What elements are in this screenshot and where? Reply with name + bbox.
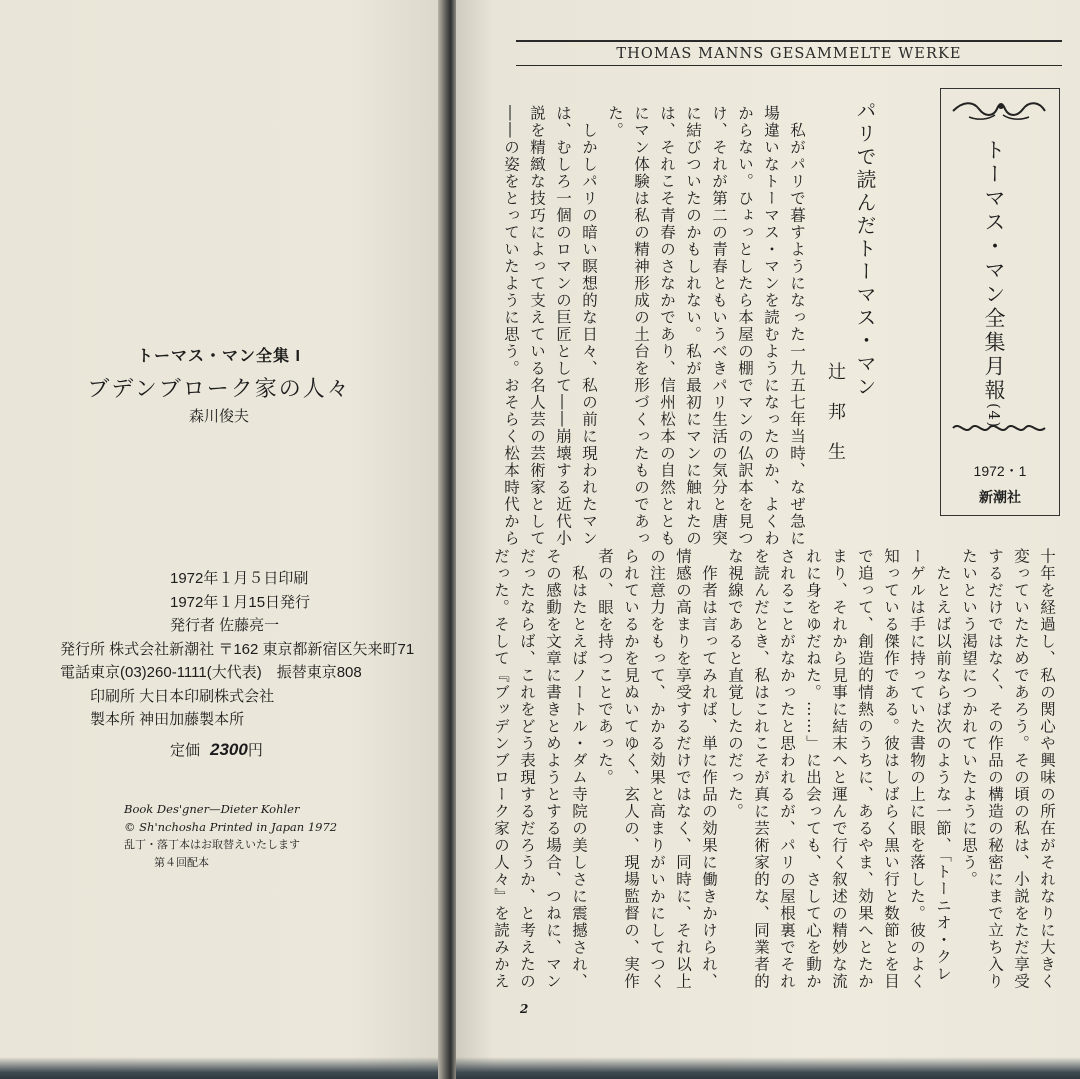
text-line: 場違いなトーマス・マンを読むようになったのか、よくわ [762,105,780,547]
colophon [60,567,415,762]
publish-date: 1972年１月15日発行 [170,593,311,611]
text-line: まり、それから見事に結末へと運んで行く叙述の精妙な流 [830,548,848,990]
text-line: されることがなかったと思われるが、パリの屋根裏でそれ [778,548,796,990]
text-line: 情感の高まりを享受するだけではなく、同時に、それ以上 [674,548,692,990]
author-name: 辻邦生 [825,362,846,482]
text-line: 私はたとえばノートル・ダム寺院の美しさに震撼され、 [570,548,588,990]
book-title-block [0,343,438,426]
text-line: の注意力をもって、かかる効果と高まりがいかにしてつく [648,548,666,990]
credits [124,800,337,872]
text-line: な視線であると直覚したのだった。 [726,548,744,820]
text-line: 知っている傑作である。彼はしばらく黒い行と数節とを目 [882,548,900,990]
price-value: 2300 [210,739,248,759]
text-line: られているかを見ぬいてゆく、玄人の、現場監督の、実作 [622,548,640,990]
masthead-title: トーマス・マン全集月報 [982,139,1006,403]
volume-order: 第４回配本 [154,857,209,869]
article-title-column [850,100,880,520]
text-line: その感動を文章に書きとめようとする場合、つねに、マン [544,548,562,990]
publisher-phone: 電話東京(03)260-1111(大代表) 振替東京808 [60,664,362,681]
text-line: 作者は言ってみれば、単に作品の効果に働きかけられ、 [700,548,718,990]
designer-credit: Book Des'gner—Dieter Kohler [124,802,300,816]
cover-edge [0,1057,438,1079]
author-column [822,362,848,482]
text-line: た。 [606,105,624,139]
book-gutter [438,0,456,1079]
bulletin-masthead [940,88,1060,516]
text-line: 者の、眼を持つことであった。 [596,548,614,786]
text-line: 私がパリで暮すようになった一九五七年当時、なぜ急に [788,105,806,547]
text-line: ーゲルは手に持っていた書物の上に眼を落した。彼のよく [908,548,926,990]
text-line: を読んだとき、私はこれこそが真に芸術家的な、同業者的 [752,548,770,990]
price-unit: 円 [247,741,263,759]
article-body-upper [498,105,810,547]
text-line: 十年を経過し、私の関心や興味の所在がそれなりに大きく [1038,548,1056,990]
copyright: © Sh'nchosha Printed in Japan 1972 [124,820,338,834]
publisher-address: 発行所 株式会社新潮社 〒162 東京都新宿区矢来町71 [60,640,415,658]
text-line: れに身をゆだねた。……」に出会っても、さして心を動か [804,548,822,990]
text-line: 変っていたためであろう。その頃の私は、小説をただ享受 [1012,548,1030,990]
text-line: に結びついたのかもしれない。私が最初にマンに触れたの [684,105,702,547]
article-body-lower [488,548,1060,990]
issue-number: (4) [985,403,1003,429]
translator-name: 森川俊夫 [188,408,249,425]
text-line: だったならば、これをどう表現するだろうか、と考えたの [518,548,536,990]
binder: 製本所 神田加藤製本所 [90,711,245,728]
text-line: にマン体験は私の精神形成の土台を形づくったものであっ [632,105,650,547]
running-head: THOMAS MANNS GESAMMELTE WERKE [516,40,1062,66]
text-line: け、それが第二の青春ともいうべきパリ生活の気分と唐突 [710,105,728,547]
printer: 印刷所 大日本印刷株式会社 [90,687,275,705]
page-number: 2 [520,1002,529,1016]
text-line: は、それこそ青春のさなかであり、信州松本の自然ととも [658,105,676,547]
text-line: は、むしろ一個のロマンの巨匠として――崩壊する近代小 [554,105,572,547]
text-line: で追って、創造的情熱のうちに、あるやま、効果へとたか [856,548,874,990]
text-line: たいという渇望につかれていたように思う。 [960,548,978,888]
text-line: するだけではなく、その作品の構造の秘密にまで立ち入り [986,548,1004,990]
article-title: パリで読んだトーマス・マン [853,100,877,399]
publisher-person: 発行者 佐藤亮一 [170,617,280,634]
price-line [60,738,390,763]
text-line: からない。ひょっとしたら本屋の棚でマンの仏訳本を見つ [736,105,754,547]
ornament-top-icon [949,97,1049,123]
text-line: ――の姿をとっていたように思う。おそらく松本時代から [502,105,520,547]
book-title: ブデンブローク家の人々 [87,377,351,402]
price-label: 定価 [170,741,201,759]
cover-edge [456,1057,1080,1079]
replacement-notice: 乱丁・落丁本はお取替えいたします [124,839,300,851]
text-line: 説を精緻な技巧によって支えている名人芸の芸術家として [528,105,546,547]
text-line: しかしパリの暗い瞑想的な日々、私の前に現われたマン [580,105,598,547]
series-title: トーマス・マン全集 I [137,348,301,365]
masthead-title-column [979,139,1009,429]
print-date: 1972年１月５日印刷 [170,570,309,587]
text-line: だった。そして『ブッデンブローク家の人々』を読みかえ [492,548,510,990]
masthead-publisher: 新潮社 [979,489,1021,505]
ornament-bottom-icon [949,415,1049,441]
text-line: たとえば以前ならば次のような一節、「トーニオ・クレ [934,548,952,983]
left-page-colophon [0,0,438,1079]
masthead-date: 1972・1 [973,463,1027,479]
